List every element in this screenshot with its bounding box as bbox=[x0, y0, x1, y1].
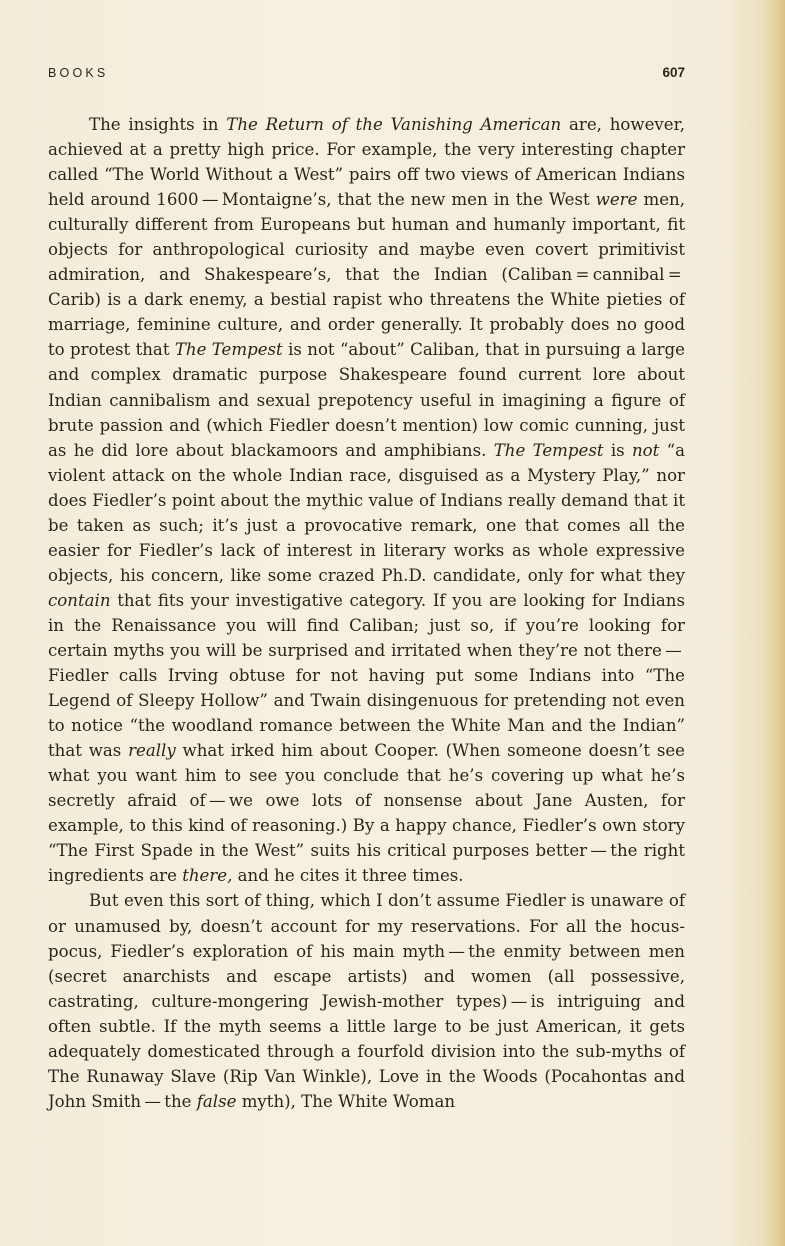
italic-text: The Tempest bbox=[174, 340, 283, 360]
italic-text: not bbox=[631, 440, 660, 460]
italic-text: really bbox=[128, 741, 176, 761]
paragraph-1: The insights in The Return of the Vanishing American are, however, achieved at a pretty high price. For example, the very interesting chapter called “The World Without a West” pairs off two views of American Indians held around 1600 — Montaigne’s, that the new men in the West were men, culturally different from Europeans but human and humanly important, fit objects for anthropological curiosity and maybe even covert primitivist admiration, and Shakespeare’s, that the Indian (Caliban = cannibal = Carib) is a dark enemy, a bestial rapist who threatens the White pieties of marriage, feminine culture, and order generally. It probably does no good to protest that The Tempest is not “about” Caliban, that in pursuing a large and complex dramatic purpose Shakespeare found current lore about Indian cannibalism and sexual prepotency useful in imagining a figure of brute passion and (which Fiedler doesn’t mention) low comic cunning, just as he did lore about blackamoors and amphibians. The Tempest is not “a violent attack on the whole Indian race, disguised as a Mystery Play,” nor does Fiedler’s point about the mythic value of Indians really demand that it be taken as such; it’s just a provocative remark, one that comes all the easier for Fiedler’s lack of interest in literary works as whole expressive objects, his concern, like some crazed Ph.D. candidate, only for what they contain that fits your investigative category. If you are looking for Indians in the Renaissance you will find Caliban; just so, if you’re looking for certain myths you will be surprised and irritated when they’re not there — Fiedler calls Irving obtuse for not having put some Indians into “The Legend of Sleepy Hollow” and Twain disingenuous for pretending not even to notice “the woodland romance between the White Man and the Indian” that was really what irked him about Cooper. (When someone doesn’t see what you want him to see you conclude that he’s covering up what he’s secretly afraid of — we owe lots of nonsense about Jane Austen, for example, to this kind of reasoning.) By a happy chance, Fiedler’s own story “The First Spade in the West” suits his critical purposes better — the right ingredients are there, and he cites it three times. bbox=[48, 115, 686, 886]
italic-text: false bbox=[196, 1091, 237, 1111]
page-edge-shadow bbox=[763, 0, 785, 1246]
running-head: BOOKS bbox=[48, 66, 109, 80]
page-number: 607 bbox=[662, 65, 685, 80]
italic-text: contain bbox=[48, 590, 111, 610]
italic-text: there, bbox=[182, 866, 233, 886]
italic-text: The Return of the Vanishing American bbox=[226, 115, 562, 134]
body-text bbox=[48, 112, 685, 1114]
italic-text: The Tempest bbox=[493, 440, 604, 460]
italic-text: were bbox=[595, 190, 638, 210]
page-header bbox=[48, 66, 685, 86]
paragraph-2: But even this sort of thing, which I don’t assume Fiedler is unaware of or unamused by, doesn’t account for my reservations. For all the hocus-pocus, Fiedler’s exploration of his main myth — the enmity between men (secret anarchists and escape artists) and women (all possessive, castrating, culture-mongering Jewish-mother types) — is intriguing and often subtle. If the myth seems a little large to be just American, it gets adequately domesticated through a fourfold division into the sub-myths of The Runaway Slave (Rip Van Winkle), Love in the Woods (Pocahontas and John Smith — the false myth), The White Woman bbox=[48, 891, 685, 1111]
